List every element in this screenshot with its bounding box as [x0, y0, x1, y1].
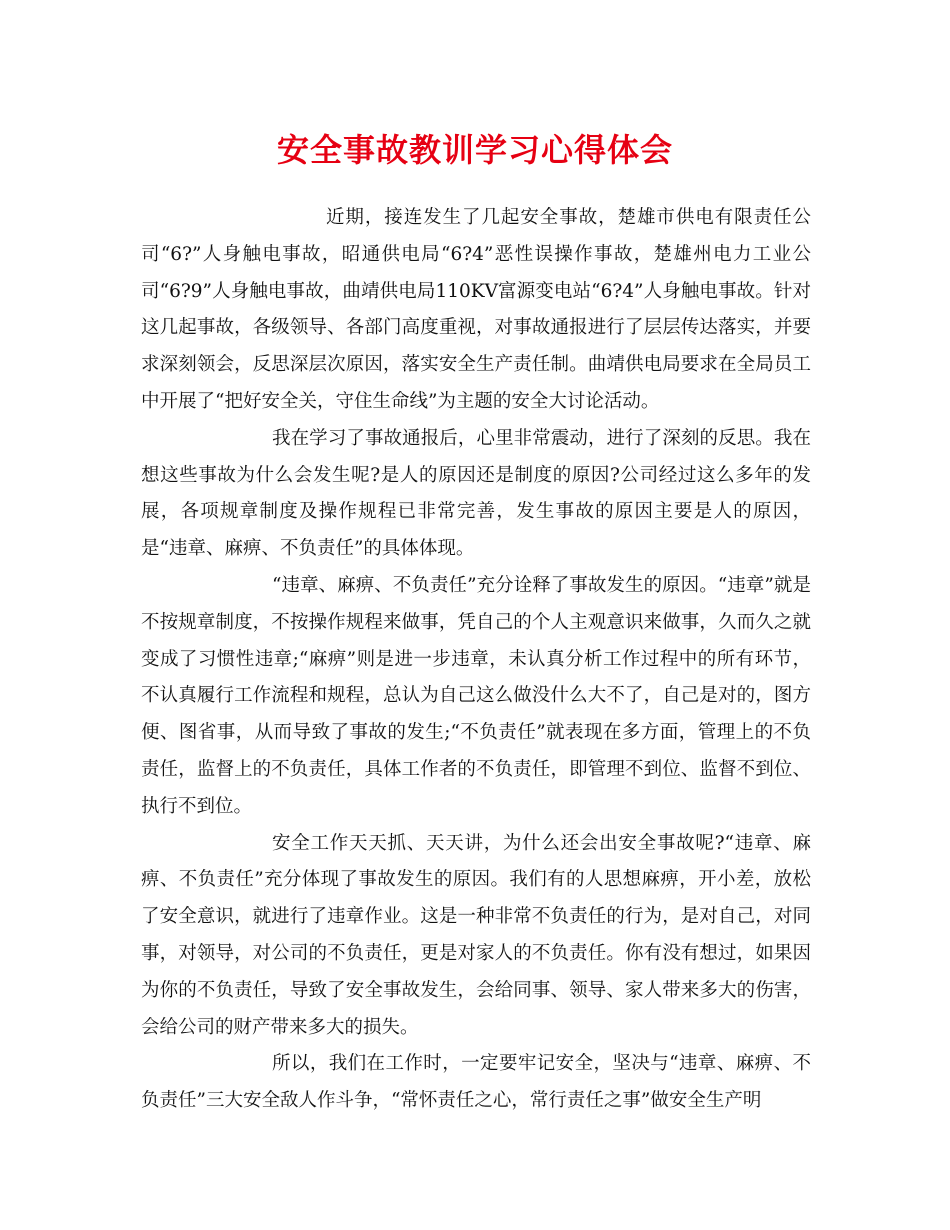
paragraph-1: 近期，接连发生了几起安全事故，楚雄市供电有限责任公司“6?”人身触电事故，昭通供电局“6?4”恶性误操作事故，楚雄州电力工业公司“6?9”人身触电事故，曲靖供电局110KV富源变电站“6?4”人身触电事故。针对这几起事故，各级领导、各部门高度重视，对事故通报进行了层层传达落实，并要求深刻领会，反思深层次原因，落实安全生产责任制。曲靖供电局要求在全局员工中开展了“把好安全关，守住生命线”为主题的安全大讨论活动。	[141, 207, 811, 412]
paragraph-3: “违章、麻痹、不负责任”充分诠释了事故发生的原因。“违章”就是不按规章制度，不按操作规程来做事，凭自己的个人主观意识来做事，久而久之就变成了习惯性违章;“麻痹”则是进一步违章，未认真分析工作过程中的所有环节，不认真履行工作流程和规程，总认为自己这么做没什么大不了，自己是对的，图方便、图省事，从而导致了事故的发生;“不负责任”就表现在多方面，管理上的不负责任，监督上的不负责任，具体工作者的不负责任，即管理不到位、监督不到位、执行不到位。	[141, 574, 811, 817]
document-body	[141, 200, 811, 1120]
paragraph-2: 我在学习了事故通报后，心里非常震动，进行了深刻的反思。我在想这些事故为什么会发生呢?是人的原因还是制度的原因?公司经过这么多年的发展，各项规章制度及操作规程已非常完善，发生事故的原因主要是人的原因，是“违章、麻痹、不负责任”的具体体现。	[141, 427, 811, 560]
paragraph-5: 所以，我们在工作时，一定要牢记安全，坚决与“违章、麻痹、不负责任”三大安全敌人作斗争，“常怀责任之心，常行责任之事”做安全生产明	[141, 1053, 811, 1112]
document-title: 安全事故教训学习心得体会	[276, 131, 673, 169]
paragraph-4: 安全工作天天抓、天天讲，为什么还会出安全事故呢?“违章、麻痹、不负责任”充分体现了事故发生的原因。我们有的人思想麻痹，开小差，放松了安全意识，就进行了违章作业。这是一种非常不负责任的行为，是对自己，对同事，对领导，对公司的不负责任，更是对家人的不负责任。你有没有想过，如果因为你的不负责任，导致了安全事故发生，会给同事、领导、家人带来多大的伤害，会给公司的财产带来多大的损失。	[141, 832, 811, 1038]
